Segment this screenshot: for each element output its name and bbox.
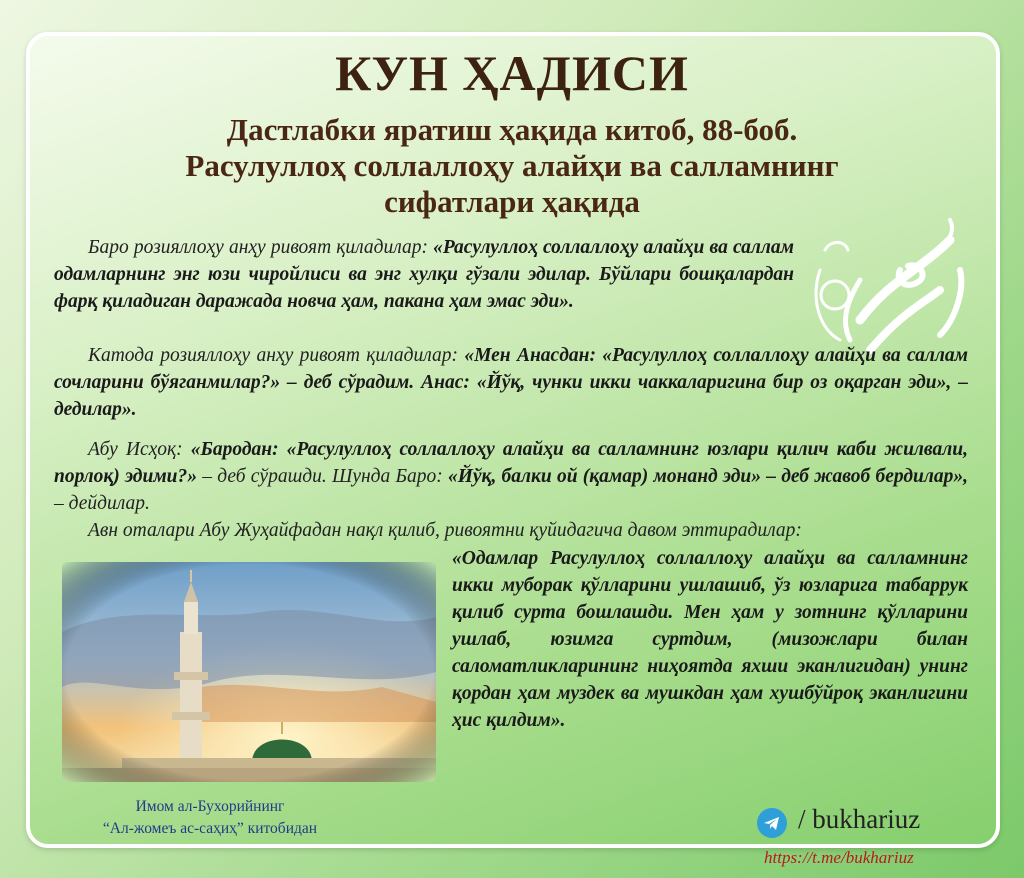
subtitle-line-1: Дастлабки яратиш ҳақида китоб, 88-боб.	[226, 112, 798, 147]
hadith-quote: «Бародан: «Расулуллоҳ соллаллоҳу алайҳи ва салламнинг юзлари қилич каби жилвали, порлоқ) эдими?»	[54, 439, 968, 487]
telegram-icon[interactable]	[757, 808, 787, 838]
hadith-quote: «Одамлар Расулуллоҳ соллаллоҳу алайҳи ва салламнинг икки муборак қўлларини ушлашиб, ўз юзларига табаррук қилиб сурта бошлашди. Мен ҳам у зотнинг қўлларини ушлаб, юзимга суртдим, (мизожлари билан саломатликларининг ниҳоятда яхши эканлигидан) унинг қордан ҳам муздек ва мушкдан ҳам хушбўйроқ эканлигини ҳис қилдим».	[452, 548, 968, 731]
telegram-plane-icon	[757, 808, 787, 838]
subtitle-line-2: Расулуллоҳ соллаллоҳу алайҳи ва салламнинг	[185, 148, 839, 183]
mosque-photo	[62, 562, 436, 782]
hadith-paragraph-4	[54, 517, 968, 544]
narrator-intro: Авн оталари Абу Жуҳайфадан нақл қилиб, ривоятни қуйидагича давом эттирадилар:	[88, 520, 802, 541]
narrator-intro: Абу Исҳоқ:	[88, 439, 191, 460]
hadith-paragraph-5	[452, 545, 968, 734]
narrator-continuation: – деб сўрашди. Шунда Баро:	[197, 466, 448, 487]
hadith-paragraph-2	[54, 342, 968, 423]
page-title: КУН ҲАДИСИ	[335, 45, 689, 101]
hadith-quote-2: «Йўқ, балки ой (қамар) монанд эди» – деб жавоб бердилар»,	[447, 466, 968, 487]
narrator-ending: – дейдилар.	[54, 493, 150, 514]
narrator-intro: Баро розияллоҳу анҳу ривоят қиладилар:	[88, 237, 434, 258]
hadith-paragraph-3	[54, 436, 968, 517]
hadith-paragraph-1	[54, 234, 794, 315]
telegram-link[interactable]: https://t.me/bukhariuz	[764, 848, 914, 867]
source-citation	[40, 796, 380, 840]
subtitle-line-3: сифатлари ҳақида	[384, 184, 640, 219]
source-line-2: “Ал-жомеъ ас-саҳиҳ” китобидан	[102, 820, 318, 837]
muhammad-calligraphy-icon	[800, 210, 970, 360]
telegram-handle[interactable]: / bukhariuz	[798, 804, 921, 834]
narrator-intro: Катода розияллоҳу анҳу ривоят қиладилар:	[88, 345, 465, 366]
chapter-subtitle	[70, 112, 954, 220]
hadith-quote: «Мен Анасдан: «Расулуллоҳ соллаллоҳу алайҳи ва саллам сочларини бўяганмилар?» – деб сўрадим. Анас: «Йўқ, чунки икки чаккаларигина бир оз оқарган эди», – дедилар».	[54, 345, 968, 420]
source-line-1: Имом ал-Бухорийнинг	[135, 798, 285, 815]
hadith-quote: «Расулуллоҳ соллаллоҳу алайҳи ва саллам одамларнинг энг юзи чиройлиси ва энг хулқи гўзали эдилар. Бўйлари бошқалардан фарқ қиладиган даражада новча ҳам, пакана ҳам эмас эди».	[54, 237, 794, 312]
